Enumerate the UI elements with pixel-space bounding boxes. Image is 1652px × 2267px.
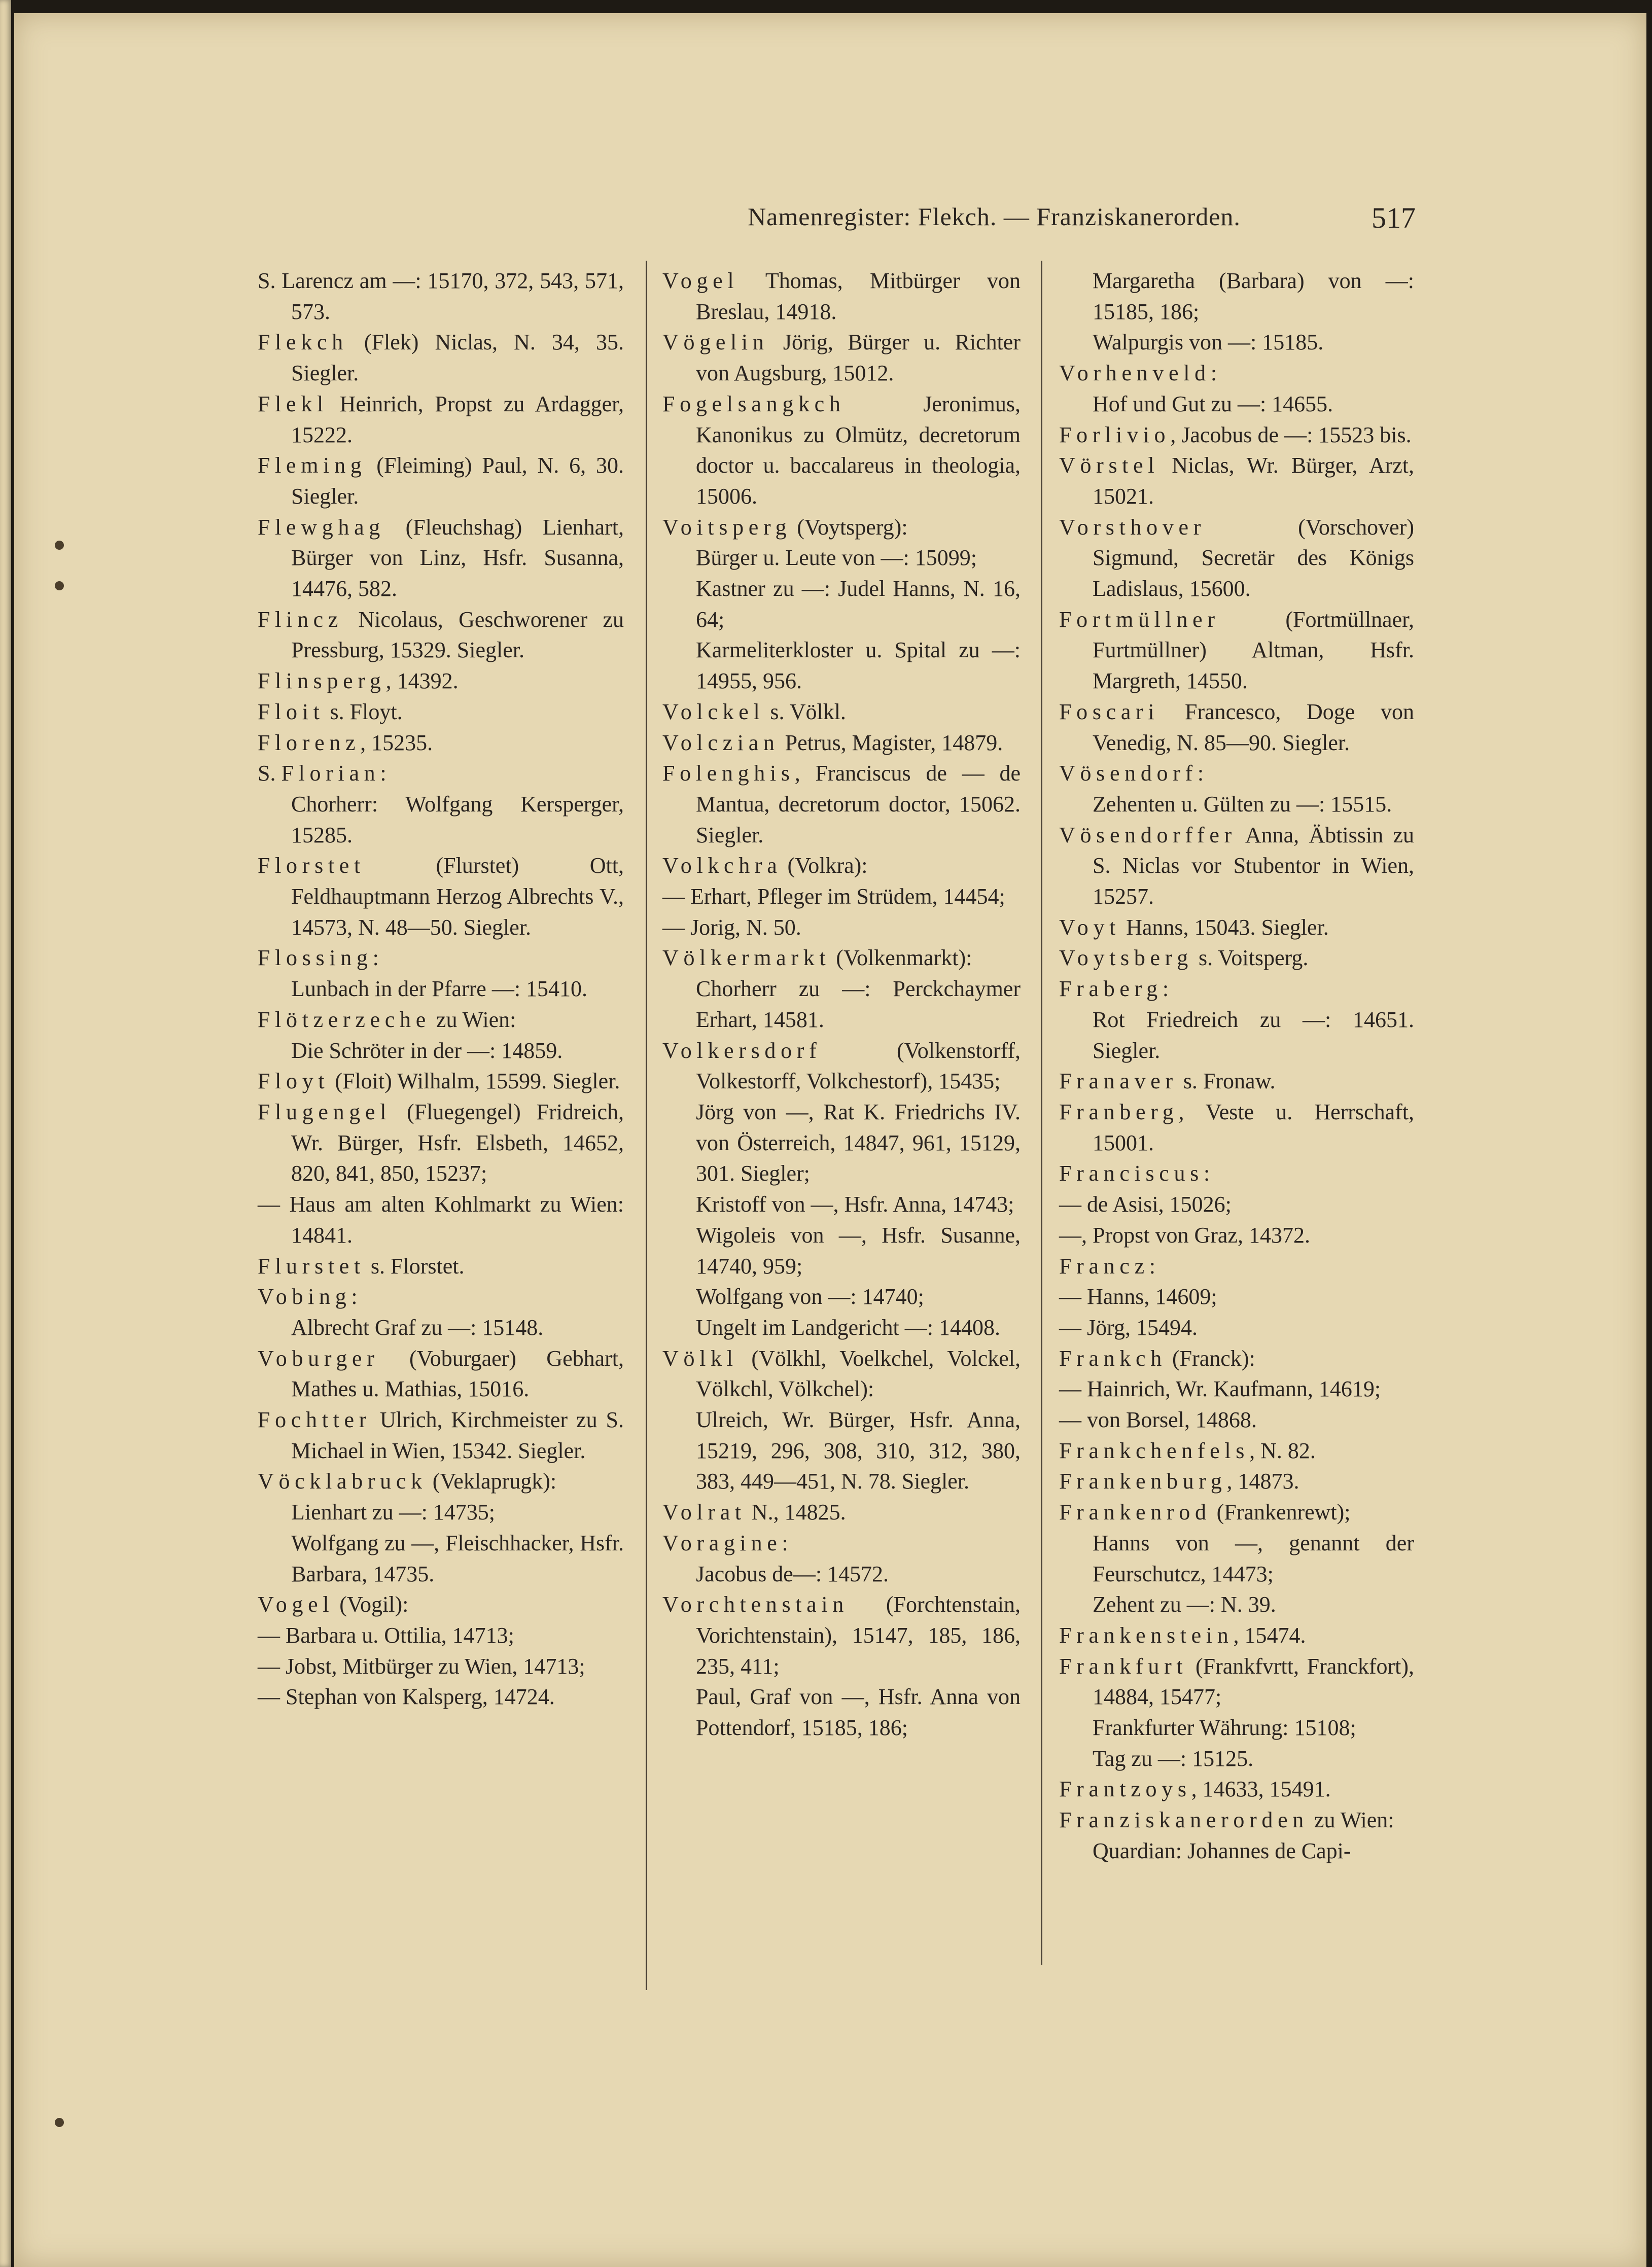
index-subentry	[258, 974, 624, 1005]
entry-text: (Fleuchshag) Lienhart, Bürger von Linz, Hsfr. Susanna, 14476, 582.	[291, 514, 624, 601]
index-entry	[662, 389, 1021, 512]
entry-text: Quardian: Johannes de Capi-	[1093, 1838, 1351, 1863]
entry-keyword: Fraberg	[1059, 976, 1163, 1002]
index-column-1	[258, 266, 624, 1713]
index-subentry	[662, 574, 1021, 635]
index-entry	[662, 1589, 1021, 1682]
index-entry	[258, 851, 624, 943]
entry-text: , Veste u. Herrschaft, 15001.	[1093, 1099, 1414, 1155]
entry-keyword: Frantzoys	[1059, 1777, 1191, 1802]
entry-text: — Erhart, Pfleger im Strüdem, 14454;	[662, 884, 1005, 909]
entry-text: zu Wien:	[1308, 1808, 1394, 1833]
entry-keyword: Forlivio	[1059, 422, 1171, 447]
index-subentry	[1059, 1005, 1414, 1066]
index-subentry	[662, 1189, 1021, 1220]
entry-text: Tag zu —: 15125.	[1093, 1746, 1254, 1771]
index-entry	[258, 1651, 624, 1682]
entry-keyword: Flossing	[258, 945, 373, 971]
entry-text: Die Schröter in der —: 14859.	[291, 1038, 563, 1063]
index-entry	[662, 327, 1021, 388]
entry-text: Petrus, Magister, 14879.	[779, 730, 1003, 755]
index-entry	[662, 266, 1021, 327]
entry-text: (Volkenmarkt):	[830, 945, 972, 971]
index-entry	[1059, 450, 1414, 512]
index-subentry	[258, 1036, 624, 1067]
index-subentry	[662, 1559, 1021, 1590]
index-entry	[258, 1097, 624, 1189]
index-entry	[662, 1497, 1021, 1528]
index-entry	[662, 512, 1021, 543]
entry-text: (Frankfvrtt, Franckfort), 14884, 15477;	[1093, 1653, 1414, 1710]
index-entry	[662, 912, 1021, 943]
index-entry	[258, 1005, 624, 1036]
index-entry	[258, 1682, 624, 1713]
index-subentry	[662, 1313, 1021, 1343]
entry-text: (Frankenrewt);	[1211, 1500, 1351, 1525]
index-subentry	[662, 974, 1021, 1035]
index-entry	[1059, 1620, 1414, 1651]
entry-text: Hanns, 15043. Siegler.	[1120, 914, 1329, 940]
index-entry	[1059, 1282, 1414, 1313]
entry-text: Nicolaus, Geschworener zu Pressburg, 15329. Siegler.	[291, 607, 624, 663]
entry-keyword: Floit	[258, 699, 325, 724]
entry-text: (Volkra):	[782, 853, 868, 878]
entry-text: :	[1162, 976, 1169, 1002]
entry-text: Jacobus de—: 14572.	[696, 1561, 889, 1586]
index-entry	[258, 1066, 624, 1097]
entry-keyword: Voytsberg	[1059, 945, 1193, 971]
entry-keyword: Vöcklabruck	[258, 1469, 427, 1494]
index-entry	[258, 266, 624, 327]
entry-keyword: Flekch	[258, 330, 348, 355]
entry-keyword: Franciscus	[1059, 1161, 1204, 1186]
entry-keyword: Volckel	[662, 699, 765, 724]
entry-text: , 14633, 15491.	[1191, 1777, 1331, 1802]
entry-text: Wigoleis von —, Hsfr. Susanne, 14740, 959;	[696, 1222, 1021, 1279]
index-entry	[662, 758, 1021, 851]
index-entry	[1059, 1220, 1414, 1251]
index-entry	[662, 881, 1021, 912]
index-entry	[1059, 1158, 1414, 1189]
index-entry	[1059, 358, 1414, 389]
entry-text: — von Borsel, 14868.	[1059, 1407, 1257, 1433]
index-entry	[1059, 758, 1414, 789]
index-entry	[258, 1282, 624, 1313]
index-entry	[258, 389, 624, 450]
index-entry	[258, 605, 624, 666]
index-entry	[662, 728, 1021, 759]
index-subentry	[258, 789, 624, 851]
entry-text: :	[1149, 1253, 1156, 1279]
index-subentry	[1059, 266, 1414, 327]
index-entry	[662, 1528, 1021, 1559]
index-subentry	[1059, 789, 1414, 820]
entry-text: N., 14825.	[746, 1500, 846, 1525]
entry-text: Hanns von —, genannt der Feurschutcz, 14473;	[1093, 1530, 1414, 1586]
index-column-2	[662, 266, 1021, 1744]
entry-text: , N. 82.	[1249, 1438, 1316, 1463]
entry-text: :	[380, 761, 386, 786]
entry-text: Ulrich, Kirchmeister zu S. Michael in Wien, 15342. Siegler.	[291, 1407, 624, 1463]
entry-text: Ulreich, Wr. Bürger, Hsfr. Anna, 15219, 296, 308, 310, 312, 380, 383, 449—451, N. 78. Siegler.	[696, 1407, 1021, 1494]
entry-keyword: Foscari	[1059, 699, 1159, 724]
entry-keyword: Vorchtenstain	[662, 1592, 849, 1617]
entry-text: (Flek) Niclas, N. 34, 35. Siegler.	[291, 330, 624, 386]
index-subentry	[1059, 1713, 1414, 1744]
entry-text: Frankfurter Währung: 15108;	[1093, 1715, 1356, 1741]
index-entry	[1059, 1251, 1414, 1282]
entry-text: S. Larencz am —: 15170, 372, 543, 571, 573.	[258, 268, 624, 324]
entry-keyword: Frankenstein	[1059, 1622, 1234, 1648]
entry-keyword: Vorsthover	[1059, 514, 1206, 540]
running-header: Namenregister: Flekch. — Franziskanerorden.	[748, 202, 1241, 231]
entry-text: (Veklaprugk):	[427, 1469, 557, 1494]
entry-keyword: Völkermarkt	[662, 945, 831, 971]
entry-text: (Voburgaer) Gebhart, Mathes u. Mathias, 15016.	[291, 1345, 624, 1402]
entry-keyword: Vogel	[258, 1592, 334, 1617]
entry-text: Lienhart zu —: 14735;	[291, 1500, 496, 1525]
index-entry	[258, 1589, 624, 1620]
entry-text: s. Fronaw.	[1177, 1069, 1276, 1094]
entry-keyword: Franberg	[1059, 1099, 1179, 1124]
index-entry	[258, 327, 624, 388]
entry-text: Hof und Gut zu —: 14655.	[1093, 391, 1333, 416]
entry-text: , Franciscus de — de Mantua, decretorum doctor, 15062. Siegler.	[696, 761, 1021, 847]
entry-text: :	[1210, 361, 1217, 386]
index-entry	[1059, 1343, 1414, 1374]
index-subentry	[1059, 389, 1414, 420]
index-subentry	[1059, 1528, 1414, 1589]
entry-text: , 15235.	[360, 730, 433, 755]
entry-text: Jeronimus, Kanonikus zu Olmütz, decretorum doctor u. baccalareus in theologia, 15006.	[696, 391, 1021, 509]
entry-text: Walpurgis von —: 15185.	[1093, 330, 1324, 355]
entry-keyword: Folenghis	[662, 761, 795, 786]
entry-keyword: Frankchenfels	[1059, 1438, 1250, 1463]
index-subentry	[1059, 1744, 1414, 1775]
binding-edge	[0, 0, 11, 2267]
entry-keyword: Volkchra	[662, 853, 782, 878]
index-entry	[1059, 697, 1414, 758]
entry-text: (Franck):	[1166, 1345, 1255, 1371]
entry-text: :	[351, 1284, 358, 1309]
index-subentry	[662, 1405, 1021, 1497]
entry-text: Ungelt im Landgericht —: 14408.	[696, 1315, 1000, 1340]
entry-text: , 14392.	[385, 668, 459, 694]
entry-text: zu Wien:	[430, 1007, 516, 1032]
entry-text: (Forchtenstain, Vorichtenstain), 15147, 185, 186, 235, 411;	[696, 1592, 1021, 1679]
entry-text: (Fleiming) Paul, N. 6, 30. Siegler.	[291, 453, 624, 509]
entry-text: Margaretha (Barbara) von —: 15185, 186;	[1093, 268, 1414, 324]
entry-keyword: Volrat	[662, 1500, 746, 1525]
entry-keyword: Vösendorffer	[1059, 822, 1237, 847]
index-entry	[1059, 1774, 1414, 1805]
entry-text: (Fortmüllnaer, Furtmüllner) Altman, Hsfr. Margreth, 14550.	[1093, 607, 1414, 694]
entry-keyword: Frankenrod	[1059, 1500, 1211, 1525]
entry-text: Francesco, Doge von Venedig, N. 85—90. Siegler.	[1093, 699, 1414, 755]
entry-keyword: Franaver	[1059, 1069, 1178, 1094]
entry-text: :	[1197, 761, 1204, 786]
entry-text: (Voytsperg):	[791, 514, 908, 540]
index-entry	[1059, 974, 1414, 1005]
index-entry	[1059, 1313, 1414, 1343]
entry-text: Zehenten u. Gülten zu —: 15515.	[1093, 791, 1392, 817]
entry-prefix: S.	[258, 761, 282, 786]
entry-text: Thomas, Mitbürger von Breslau, 14918.	[696, 268, 1021, 324]
entry-text: Albrecht Graf zu —: 15148.	[291, 1315, 544, 1340]
index-entry	[258, 758, 624, 789]
entry-text: (Vorschover) Sigmund, Secretär des Königs Ladislaus, 15600.	[1093, 514, 1414, 601]
entry-keyword: Vorhenveld	[1059, 361, 1211, 386]
binding-hole	[55, 2118, 64, 2127]
entry-text: Wolfgang zu —, Fleischhacker, Hsfr. Barbara, 14735.	[291, 1530, 624, 1586]
index-entry	[1059, 1466, 1414, 1497]
entry-text: :	[1203, 1161, 1210, 1186]
entry-keyword: Fogelsangkch	[662, 391, 846, 416]
index-subentry	[662, 635, 1021, 696]
index-entry	[1059, 1405, 1414, 1436]
entry-text: (Vogil):	[334, 1592, 409, 1617]
entry-text: :	[782, 1530, 788, 1555]
index-entry	[258, 728, 624, 759]
entry-keyword: Flurstet	[258, 1253, 365, 1279]
entry-keyword: Flincz	[258, 607, 343, 632]
entry-keyword: Fleming	[258, 453, 367, 478]
entry-text: — Jorig, N. 50.	[662, 914, 801, 940]
index-entry	[258, 512, 624, 605]
index-entry	[258, 1343, 624, 1405]
entry-text: (Völkhl, Voelkchel, Volckel, Völkchl, Völkchel):	[696, 1345, 1021, 1402]
entry-text: Rot Friedreich zu —: 14651. Siegler.	[1093, 1007, 1414, 1063]
index-entry	[258, 1466, 624, 1497]
entry-keyword: Florenz	[258, 730, 361, 755]
entry-keyword: Voragine	[662, 1530, 782, 1555]
index-entry	[1059, 420, 1414, 451]
index-subentry	[662, 543, 1021, 574]
entry-keyword: Vörstel	[1059, 453, 1159, 478]
entry-keyword: Vogel	[662, 268, 739, 293]
entry-keyword: Volkersdorf	[662, 1038, 822, 1063]
entry-text: Bürger u. Leute von —: 15099;	[696, 545, 977, 571]
entry-text: s. Völkl.	[764, 699, 846, 724]
page-number: 517	[1372, 201, 1416, 234]
entry-text: Chorherr: Wolfgang Kersperger, 15285.	[291, 791, 624, 847]
entry-text: s. Florstet.	[365, 1253, 465, 1279]
index-entry	[1059, 943, 1414, 974]
entry-text: — Stephan von Kalsperg, 14724.	[258, 1684, 555, 1710]
index-entry	[258, 1405, 624, 1466]
entry-text: — Jobst, Mitbürger zu Wien, 14713;	[258, 1653, 585, 1679]
entry-text: (Floit) Wilhalm, 15599. Siegler.	[329, 1069, 620, 1094]
index-entry	[258, 666, 624, 697]
index-subentry	[1059, 1836, 1414, 1867]
entry-keyword: Franziskanerorden	[1059, 1808, 1309, 1833]
index-entry	[1059, 1436, 1414, 1467]
entry-text: Paul, Graf von —, Hsfr. Anna von Pottendorf, 15185, 186;	[696, 1684, 1021, 1741]
entry-text: Anna, Äbtissin zu S. Niclas vor Stubentor in Wien, 15257.	[1093, 822, 1414, 909]
index-entry	[1059, 1097, 1414, 1158]
entry-keyword: Flinsperg	[258, 668, 386, 694]
index-entry	[1059, 605, 1414, 697]
index-subentry	[662, 1220, 1021, 1282]
entry-text: (Fluegengel) Fridreich, Wr. Bürger, Hsfr. Elsbeth, 14652, 820, 841, 850, 15237;	[291, 1099, 624, 1186]
entry-keyword: Vösendorf	[1059, 761, 1198, 786]
index-subentry	[662, 1097, 1021, 1189]
index-subentry	[258, 1497, 624, 1528]
index-entry	[662, 1036, 1021, 1097]
index-entry	[258, 1620, 624, 1651]
entry-text: Lunbach in der Pfarre —: 15410.	[291, 976, 588, 1002]
column-divider	[646, 261, 647, 1990]
entry-text: , Jacobus de —: 15523 bis.	[1170, 422, 1412, 447]
entry-text: Jörg von —, Rat K. Friedrichs IV. von Österreich, 14847, 961, 15129, 301. Siegler;	[696, 1099, 1021, 1186]
column-divider	[1041, 261, 1042, 1965]
entry-keyword: Flewghag	[258, 514, 385, 540]
entry-keyword: Vobing	[258, 1284, 352, 1309]
index-entry	[258, 943, 624, 974]
entry-text: , 15474.	[1233, 1622, 1306, 1648]
entry-keyword: Volczian	[662, 730, 780, 755]
index-entry	[1059, 820, 1414, 912]
index-entry	[1059, 1189, 1414, 1220]
entry-text: (Volkenstorff, Volkestorff, Volkchestorf), 15435;	[696, 1038, 1021, 1094]
index-entry	[1059, 1497, 1414, 1528]
entry-text: — Jörg, 15494.	[1059, 1315, 1198, 1340]
entry-keyword: Vögelin	[662, 330, 769, 355]
index-entry	[1059, 1066, 1414, 1097]
index-entry	[662, 697, 1021, 728]
entry-text: Niclas, Wr. Bürger, Arzt, 15021.	[1093, 453, 1414, 509]
entry-keyword: Fochtter	[258, 1407, 372, 1433]
entry-keyword: Flugengel	[258, 1099, 392, 1124]
index-column-3	[1059, 266, 1414, 1867]
index-entry	[662, 943, 1021, 974]
index-entry	[1059, 912, 1414, 943]
entry-keyword: Florian	[281, 761, 380, 786]
entry-keyword: Fortmüllner	[1059, 607, 1220, 632]
index-entry	[1059, 1651, 1414, 1713]
entry-keyword: Frankch	[1059, 1345, 1167, 1371]
index-entry	[1059, 1374, 1414, 1405]
binding-hole	[55, 541, 64, 550]
entry-text: Kastner zu —: Judel Hanns, N. 16, 64;	[696, 576, 1021, 632]
entry-keyword: Frankenburg	[1059, 1469, 1227, 1494]
index-entry	[258, 450, 624, 512]
entry-keyword: Flekl	[258, 391, 328, 416]
entry-text: Chorherr zu —: Perckchaymer Erhart, 14581.	[696, 976, 1021, 1032]
entry-text: Heinrich, Propst zu Ardagger, 15222.	[291, 391, 624, 447]
index-subentry	[662, 1282, 1021, 1313]
index-entry	[258, 1251, 624, 1282]
index-subentry	[1059, 327, 1414, 358]
index-subentry	[258, 1313, 624, 1343]
entry-text: — Hainrich, Wr. Kaufmann, 14619;	[1059, 1376, 1381, 1402]
entry-keyword: Voyt	[1059, 914, 1121, 940]
entry-text: — de Asisi, 15026;	[1059, 1192, 1232, 1217]
entry-text: — Hanns, 14609;	[1059, 1284, 1217, 1309]
entry-keyword: Floyt	[258, 1069, 330, 1094]
entry-text: — Barbara u. Ottilia, 14713;	[258, 1622, 514, 1648]
entry-text: Karmeliterkloster u. Spital zu —: 14955, 956.	[696, 637, 1021, 694]
entry-keyword: Voburger	[258, 1345, 379, 1371]
index-entry	[1059, 1805, 1414, 1836]
entry-text: s. Floyt.	[324, 699, 403, 724]
index-entry	[1059, 512, 1414, 605]
entry-text: Kristoff von —, Hsfr. Anna, 14743;	[696, 1192, 1014, 1217]
entry-text: :	[372, 945, 379, 971]
index-entry	[258, 697, 624, 728]
entry-keyword: Völkl	[662, 1345, 738, 1371]
index-subentry	[1059, 1589, 1414, 1620]
binding-hole	[55, 581, 64, 590]
index-entry	[258, 1189, 624, 1251]
entry-text: Zehent zu —: N. 39.	[1093, 1592, 1276, 1617]
entry-text: Wolfgang von —: 14740;	[696, 1284, 924, 1309]
entry-text: Jörig, Bürger u. Richter von Augsburg, 15012.	[696, 330, 1021, 386]
entry-text: (Flurstet) Ott, Feldhauptmann Herzog Albrechts V., 14573, N. 48—50. Siegler.	[291, 853, 624, 940]
entry-keyword: Florstet	[258, 853, 365, 878]
entry-keyword: Flötzerzeche	[258, 1007, 431, 1032]
entry-keyword: Francz	[1059, 1253, 1149, 1279]
entry-keyword: Frankfurt	[1059, 1653, 1188, 1679]
entry-text: —, Propst von Graz, 14372.	[1059, 1222, 1310, 1248]
index-entry	[662, 1343, 1021, 1405]
entry-keyword: Voitsperg	[662, 514, 792, 540]
entry-text: — Haus am alten Kohlmarkt zu Wien: 14841.	[258, 1192, 624, 1248]
entry-text: , 14873.	[1226, 1469, 1299, 1494]
index-subentry	[662, 1682, 1021, 1743]
index-entry	[662, 851, 1021, 881]
index-subentry	[258, 1528, 624, 1589]
entry-text: s. Voitsperg.	[1192, 945, 1309, 971]
